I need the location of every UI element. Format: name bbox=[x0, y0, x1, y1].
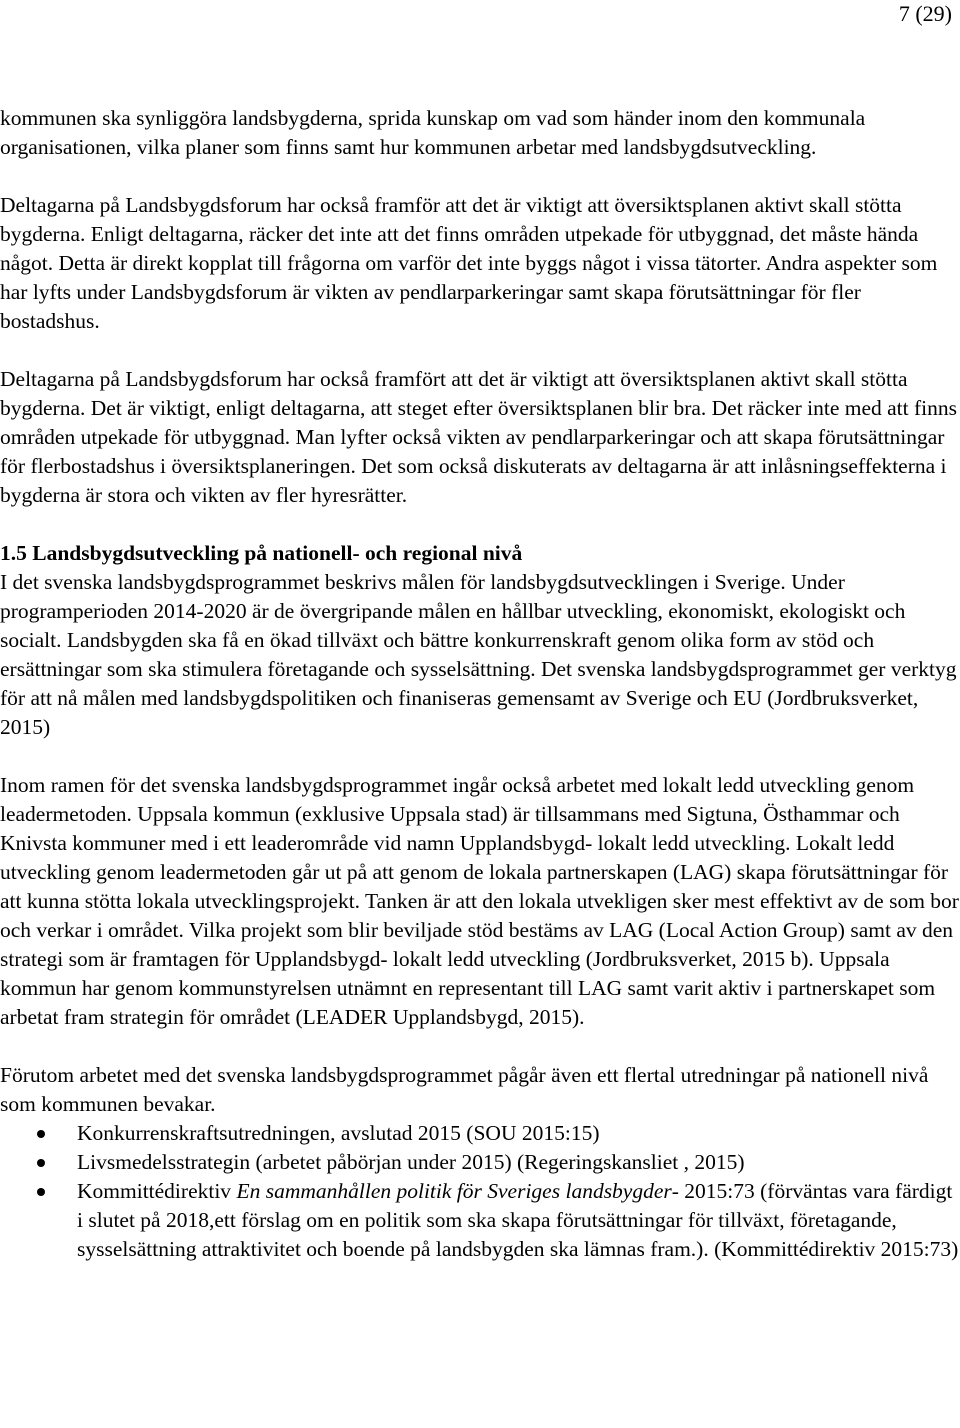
bullet-icon bbox=[37, 1188, 45, 1196]
list-item-text: Livsmedelsstrategin (arbetet påbörjan under 2015) (Regeringskansliet , 2015) bbox=[77, 1150, 745, 1174]
list-item bbox=[0, 1119, 960, 1148]
paragraph-utredningar: Förutom arbetet med det svenska landsbygdsprogrammet pågår även ett flertal utredningar på nationell nivå som kommunen bevakar. bbox=[0, 1063, 929, 1116]
section-heading: 1.5 Landsbygdsutveckling på nationell- och regional nivå bbox=[0, 541, 523, 565]
paragraph-landsbygdsforum-1: Deltagarna på Landsbygdsforum har också framför att det är viktigt att översiktsplanen aktivt skall stötta bygderna. Enligt deltagarna, räcker det inte att det finns områden utpekade för utbyggnad, det måste hända något. Detta är direkt kopplat till frågorna om varför det inte byggs något i vissa tätorter. Andra aspekter som har lyfts under Landsbygdsforum är vikten av pendlarparkeringar samt skapa förutsättningar för fler bostadshus. bbox=[0, 193, 938, 333]
list-item bbox=[0, 1177, 960, 1264]
paragraph-landsbygdsforum-2: Deltagarna på Landsbygdsforum har också framfört att det är viktigt att översiktsplanen aktivt skall stötta bygderna. Det är viktigt, enligt deltagarna, att steget efter översiktsplanen blir bra. Det räcker inte med att finns områden utpekade för utbyggnad. Man lyfter också vikten av pendlarparkeringar och att skapa förutsättningar för flerbostadshus i översiktsplaneringen. Det som också diskuterats av deltagarna är att inlåsningseffekterna i bygderna är stora och vikten av fler hyresrätter. bbox=[0, 367, 958, 507]
paragraph-intro: kommunen ska synliggöra landsbygderna, sprida kunskap om vad som händer inom den kommunala organisationen, vilka planer som finns samt hur kommunen arbetar med landsbygdsutveckling. bbox=[0, 106, 866, 159]
list-item-italic-title: En sammanhållen politik för Sveriges landsbygder bbox=[236, 1179, 672, 1203]
bullet-icon bbox=[37, 1159, 45, 1167]
paragraph-leader: Inom ramen för det svenska landsbygdsprogrammet ingår också arbetet med lokalt ledd utveckling genom leadermetoden. Uppsala kommun (exklusive Uppsala stad) är tillsammans med Sigtuna, Östhammar och Knivsta kommuner med i ett leaderområde vid namn Upplandsbygd- lokalt ledd utveckling. Lokalt ledd utveckling genom leadermetoden går ut på att genom de lokala partnerskapen (LAG) skapa förutsättningar för att kunna stötta lokala utvecklingsprojekt. Tanken är att den lokala utvekligen sker mest effektivt av de som bor och verkar i området. Vilka projekt som blir beviljade stöd bestäms av LAG (Local Action Group) samt av den strategi som är framtagen för Upplandsbygd- lokalt ledd utveckling (Jordbruksverket, 2015 b). Uppsala kommun har genom kommunstyrelsen utnämnt en representant till LAG samt varit aktiv i partnerskapet som arbetat fram strategin för området (LEADER Upplandsbygd, 2015). bbox=[0, 773, 959, 1029]
list-item-text: Konkurrenskraftsutredningen, avslutad 2015 (SOU 2015:15) bbox=[77, 1121, 600, 1145]
bullet-list bbox=[0, 1119, 960, 1264]
page-number: 7 (29) bbox=[898, 1, 952, 26]
list-item-text-prefix: Kommittédirektiv bbox=[77, 1179, 237, 1203]
list-item-text-suffix: - 2015:73 (förväntas vara färdigt i slutet på 2018,ett förslag om en politik som ska skapa förutsättningar för tillväxt, företagande, sysselsättning attraktivitet och boende på landsbygden ska lämnas fram.). (Kommittédirektiv 2015:73) bbox=[77, 1179, 959, 1261]
list-item bbox=[0, 1148, 960, 1177]
document-body bbox=[0, 104, 960, 1264]
bullet-icon bbox=[37, 1130, 45, 1138]
paragraph-landsbygdsprogrammet: I det svenska landsbygdsprogrammet beskrivs målen för landsbygdsutvecklingen i Sverige. Under programperioden 2014-2020 är de övergripande målen en hållbar utveckling, ekonomiskt, ekologiskt och socialt. Landsbygden ska få en ökad tillväxt och bättre konkurrenskraft genom olika form av stöd och ersättningar som ska stimulera företagande och sysselsättning. Det svenska landsbygdsprogrammet ger verktyg för att nå målen med landsbygdspolitiken och finaniseras gemensamt av Sverige och EU (Jordbruksverket, 2015) bbox=[0, 570, 957, 739]
